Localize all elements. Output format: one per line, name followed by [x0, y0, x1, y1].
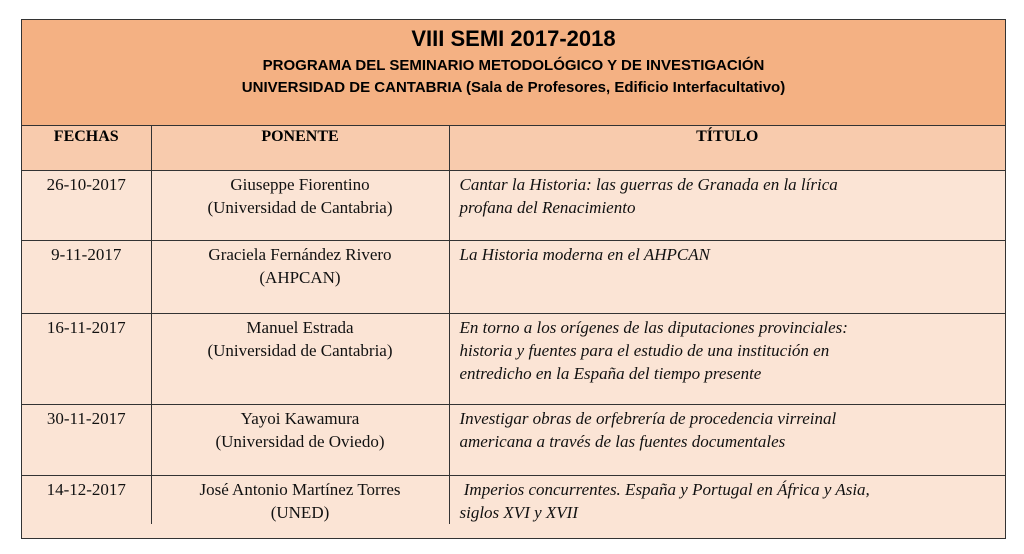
- ponente-institution: (UNED): [270, 502, 330, 522]
- ponente-cell: [151, 170, 449, 240]
- titulo-line: siglos XVI y XVII: [459, 502, 578, 522]
- titulo-line: La Historia moderna en el AHPCAN: [459, 244, 710, 264]
- titulo-line: entredicho en la España del tiempo presente: [459, 363, 762, 383]
- ponente-cell: [151, 313, 449, 404]
- titulo-cell: [449, 313, 1005, 404]
- program-header: [22, 20, 1005, 126]
- column-header-titulo: TÍTULO: [449, 126, 1005, 170]
- program-sheet: [21, 19, 1006, 539]
- ponente-cell: [151, 404, 449, 475]
- schedule-table: [22, 126, 1005, 524]
- fecha-cell: 26-10-2017: [22, 170, 151, 240]
- ponente-cell: [151, 475, 449, 524]
- table-row: [22, 170, 1005, 240]
- table-row: [22, 404, 1005, 475]
- ponente-name: Giuseppe Fiorentino: [230, 174, 370, 194]
- titulo-cell: [449, 475, 1005, 524]
- column-header-row: [22, 126, 1005, 170]
- titulo-cell: [449, 240, 1005, 313]
- column-header-fechas: FECHAS: [22, 126, 151, 170]
- titulo-line: historia y fuentes para el estudio de una institución en: [459, 340, 830, 360]
- ponente-institution: (Universidad de Cantabria): [207, 340, 393, 360]
- titulo-cell: [449, 404, 1005, 475]
- titulo-line: profana del Renacimiento: [459, 197, 636, 217]
- ponente-name: Manuel Estrada: [246, 317, 354, 337]
- column-header-ponente: PONENTE: [151, 126, 449, 170]
- titulo-line: Investigar obras de orfebrería de procedencia virreinal: [459, 408, 837, 428]
- ponente-institution: (AHPCAN): [259, 267, 341, 287]
- table-row: [22, 313, 1005, 404]
- titulo-line: Cantar la Historia: las guerras de Granada en la lírica: [459, 174, 838, 194]
- titulo-cell: [449, 170, 1005, 240]
- program-venue: UNIVERSIDAD DE CANTABRIA (Sala de Profesores, Edificio Interfacultativo): [241, 79, 786, 96]
- table-row: [22, 475, 1005, 524]
- ponente-name: Graciela Fernández Rivero: [208, 244, 392, 264]
- fecha-cell: 16-11-2017: [22, 313, 151, 404]
- table-row: [22, 240, 1005, 313]
- ponente-name: José Antonio Martínez Torres: [199, 479, 401, 499]
- fecha-cell: 30-11-2017: [22, 404, 151, 475]
- titulo-line: americana a través de las fuentes documentales: [459, 431, 786, 451]
- program-title: VIII SEMI 2017-2018: [411, 26, 616, 51]
- ponente-institution: (Universidad de Oviedo): [215, 431, 385, 451]
- ponente-name: Yayoi Kawamura: [240, 408, 360, 428]
- fecha-cell: 14-12-2017: [22, 475, 151, 524]
- fecha-cell: 9-11-2017: [22, 240, 151, 313]
- program-subtitle: PROGRAMA DEL SEMINARIO METODOLÓGICO Y DE INVESTIGACIÓN: [262, 57, 765, 74]
- titulo-line: En torno a los orígenes de las diputaciones provinciales:: [459, 317, 848, 337]
- ponente-institution: (Universidad de Cantabria): [207, 197, 393, 217]
- ponente-cell: [151, 240, 449, 313]
- titulo-line: Imperios concurrentes. España y Portugal en África y Asia,: [459, 479, 870, 499]
